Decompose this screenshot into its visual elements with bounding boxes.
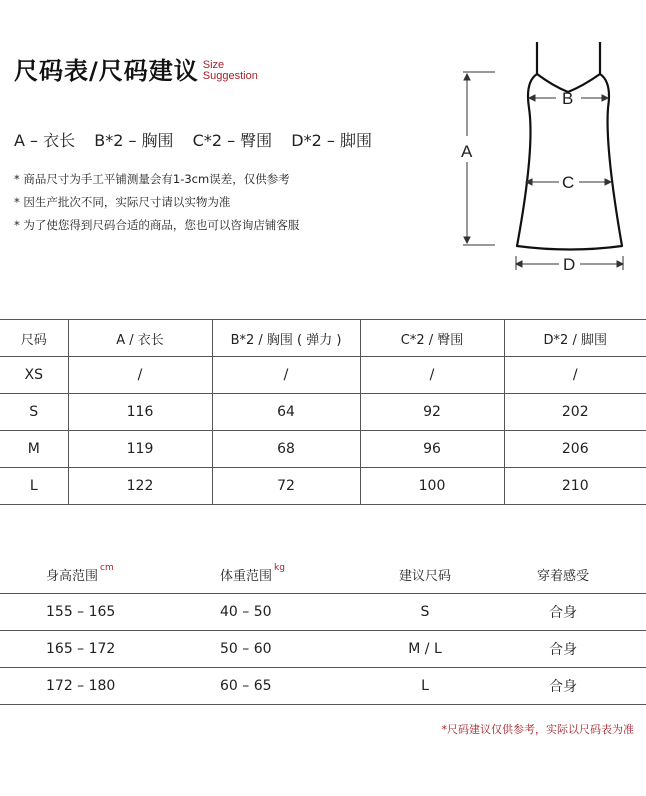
table-cell: 202 [504, 394, 646, 431]
table-row [0, 394, 646, 431]
suggest-header-cell [0, 556, 200, 593]
title-english [203, 60, 258, 82]
label-a: A [461, 142, 473, 161]
table-cell: 合身 [480, 630, 646, 667]
height-unit: cm [100, 562, 114, 573]
table-cell: S [370, 593, 480, 630]
table-row [0, 468, 646, 505]
size-header-cell: A / 衣长 [68, 320, 212, 357]
table-row [0, 357, 646, 394]
table-cell: 50 – 60 [200, 630, 370, 667]
table-cell: 合身 [480, 593, 646, 630]
table-cell: M [0, 431, 68, 468]
table-cell: 172 – 180 [0, 667, 200, 704]
note-item: * 因生产批次不同，实际尺寸请以实物为准 [14, 195, 231, 209]
table-cell: 122 [68, 468, 212, 505]
table-cell: M / L [370, 630, 480, 667]
suggest-header-cell: 穿着感受 [480, 556, 646, 593]
table-row [0, 667, 646, 704]
table-cell: / [504, 357, 646, 394]
table-cell: 155 – 165 [0, 593, 200, 630]
table-cell: XS [0, 357, 68, 394]
label-d: D [563, 255, 576, 274]
table-cell: 206 [504, 431, 646, 468]
page-title [14, 56, 258, 86]
note-item: * 商品尺寸为手工平铺测量会有1-3cm误差，仅供参考 [14, 172, 290, 186]
table-row [0, 630, 646, 667]
table-cell: 100 [360, 468, 504, 505]
size-header-cell: 尺码 [0, 320, 68, 357]
measurement-legend [14, 128, 386, 151]
title-english-line1: Size [202, 59, 225, 71]
dress-outline [517, 42, 622, 250]
size-header-cell: B*2 / 胸围 ( 弹力 ) [212, 320, 360, 357]
title-chinese: 尺码表/尺码建议 [14, 57, 199, 85]
suggest-header-cell [200, 556, 370, 593]
table-cell: 60 – 65 [200, 667, 370, 704]
suggest-table-header [0, 556, 646, 593]
size-table-header [0, 320, 646, 357]
size-header-cell: C*2 / 臀围 [360, 320, 504, 357]
size-table [0, 319, 646, 505]
table-cell: 合身 [480, 667, 646, 704]
dress-measurement-diagram [455, 38, 635, 278]
table-row [0, 593, 646, 630]
legend-b: B*2 – 胸围 [94, 131, 174, 150]
table-cell: 64 [212, 394, 360, 431]
table-row [0, 431, 646, 468]
label-b: B [562, 89, 574, 108]
table-cell: L [370, 667, 480, 704]
table-cell: 116 [68, 394, 212, 431]
weight-unit: kg [274, 562, 285, 573]
table-cell: / [212, 357, 360, 394]
size-suggestion-table [0, 556, 646, 705]
legend-a: A – 衣长 [14, 131, 76, 150]
label-c: C [562, 173, 575, 192]
table-cell: 40 – 50 [200, 593, 370, 630]
legend-c: C*2 – 臀围 [192, 131, 273, 150]
measurement-notes [14, 172, 299, 241]
legend-d: D*2 – 脚围 [291, 131, 372, 150]
size-header-cell: D*2 / 脚围 [504, 320, 646, 357]
table-cell: / [68, 357, 212, 394]
table-cell: 96 [360, 431, 504, 468]
table-cell: 165 – 172 [0, 630, 200, 667]
header-height-range: 身高范围 [46, 568, 99, 584]
title-english-line2: Suggestion [202, 70, 258, 82]
note-item: * 为了使您得到尺码合适的商品，您也可以咨询店铺客服 [14, 218, 300, 232]
table-cell: / [360, 357, 504, 394]
suggest-header-cell: 建议尺码 [370, 556, 480, 593]
table-cell: L [0, 468, 68, 505]
header-weight-range: 体重范围 [220, 568, 273, 584]
table-cell: 68 [212, 431, 360, 468]
table-cell: 92 [360, 394, 504, 431]
table-cell: 210 [504, 468, 646, 505]
table-cell: 72 [212, 468, 360, 505]
table-cell: S [0, 394, 68, 431]
table-cell: 119 [68, 431, 212, 468]
size-footnote: *尺码建议仅供参考，实际以尺码表为准 [441, 723, 634, 736]
